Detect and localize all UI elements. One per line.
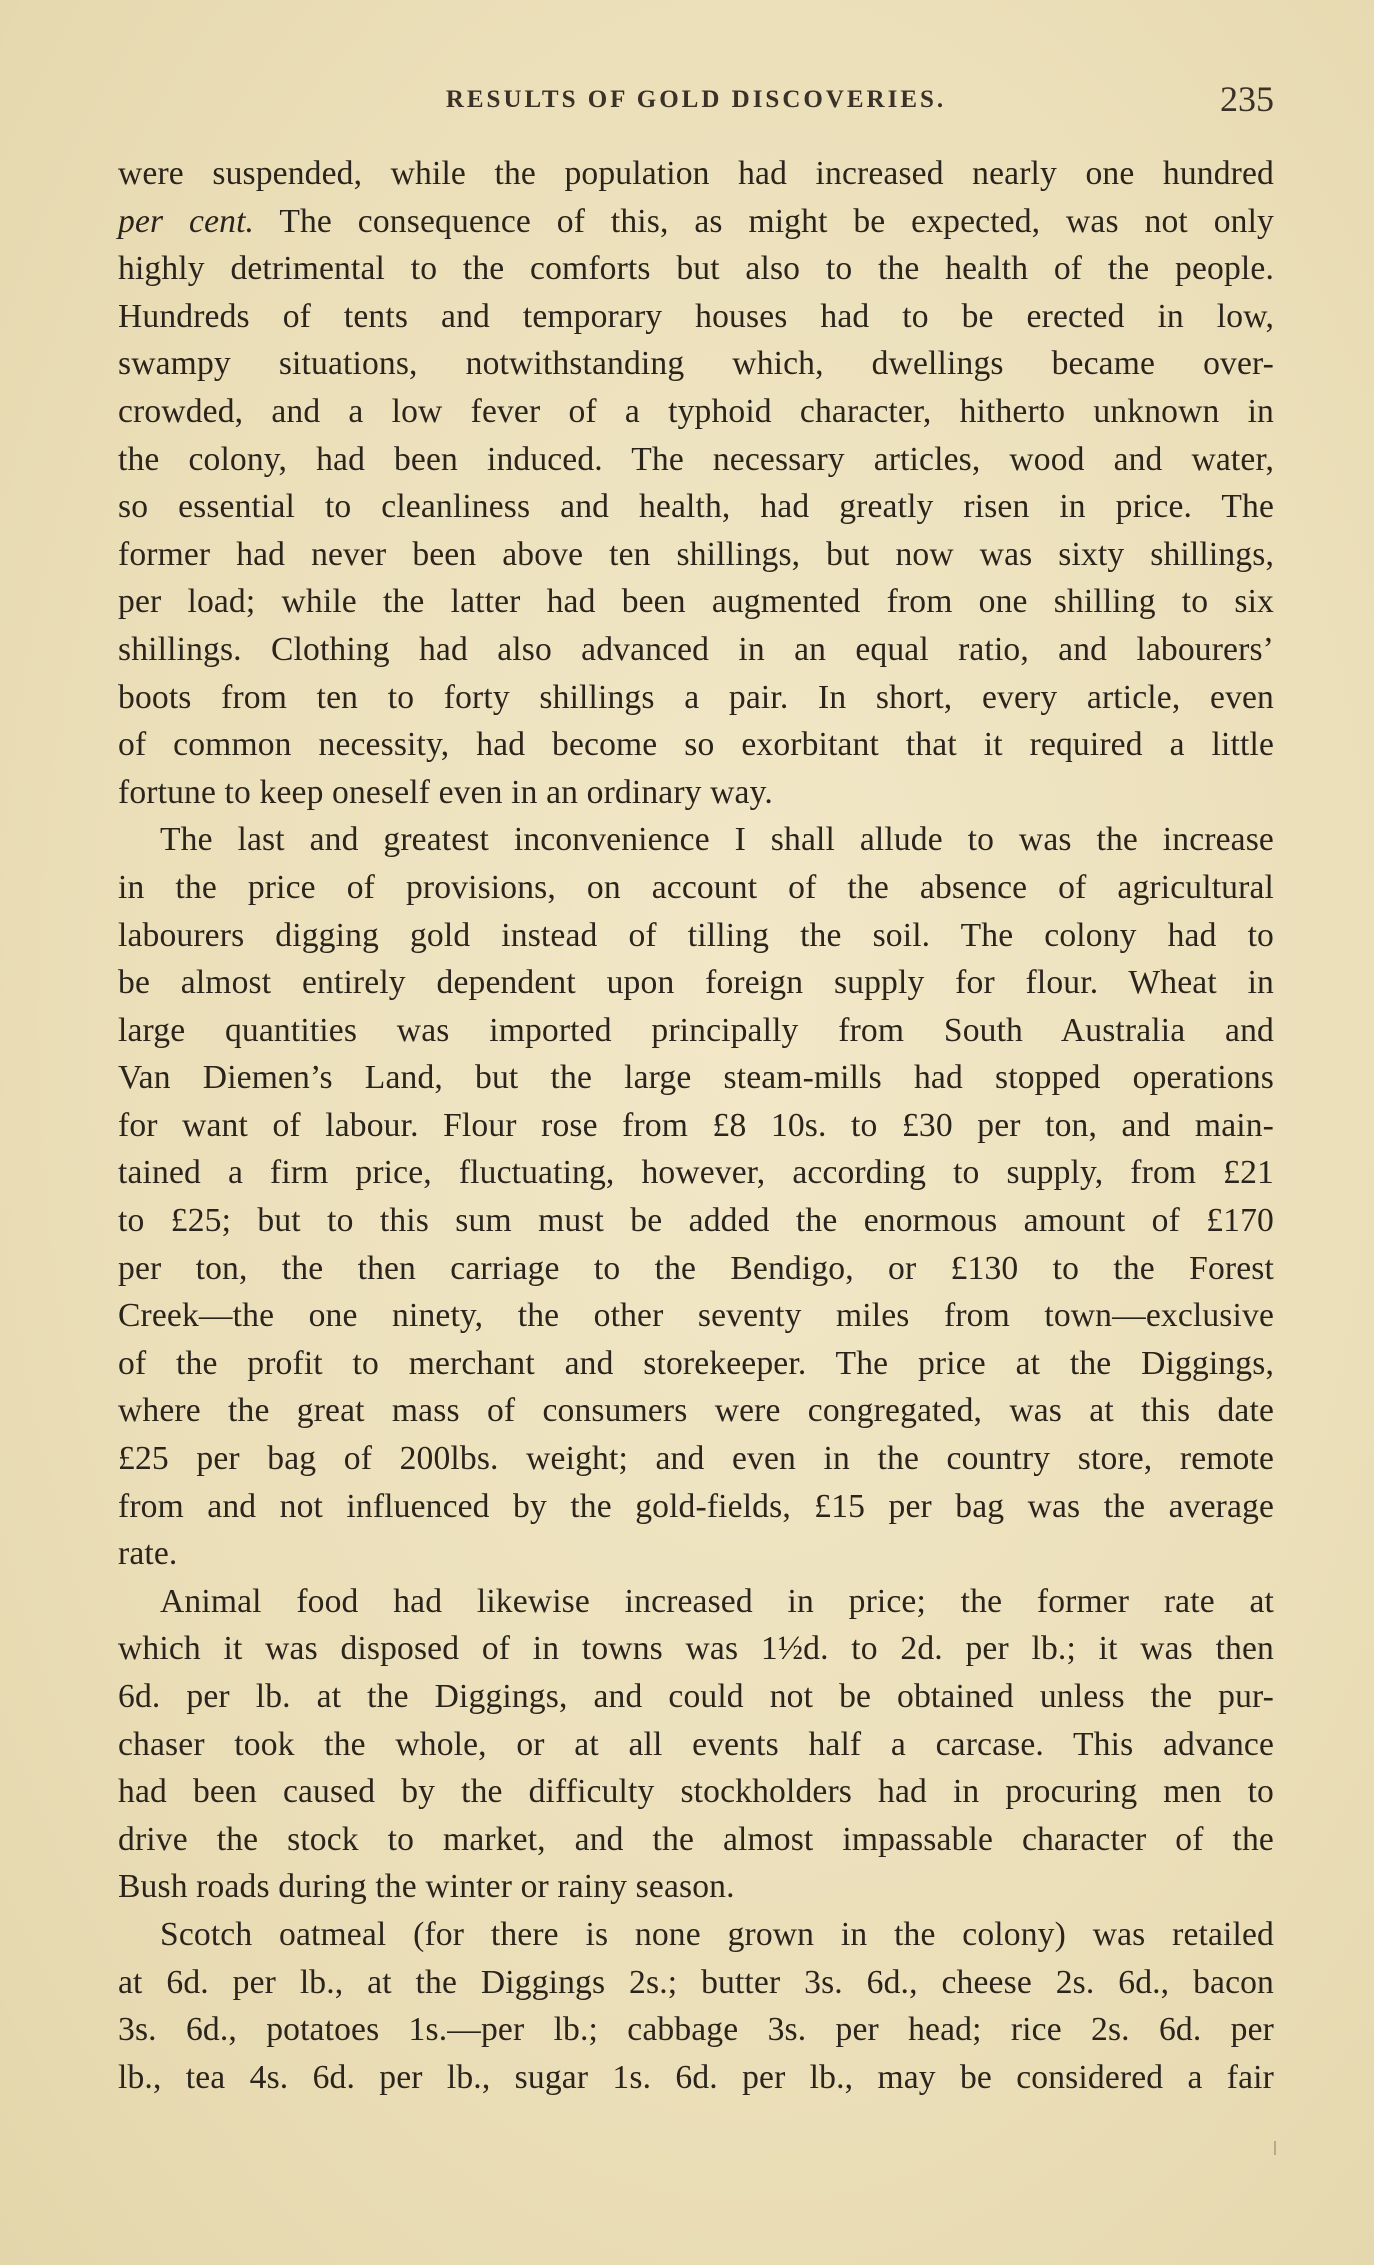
line-text: former had never been above ten shillings, but now was sixty shillings, — [118, 535, 1274, 573]
line-text: labourers digging gold instead of tilling the soil. The colony had to — [118, 916, 1274, 954]
line-text: per load; while the latter had been augmented from one shilling to six — [118, 583, 1274, 621]
line-text: Hundreds of tents and temporary houses had to be erected in low, — [118, 297, 1274, 335]
line-text: boots from ten to forty shillings a pair. In short, every article, even — [118, 678, 1274, 716]
line-text: £25 per bag of 200lbs. weight; and even in the country store, remote — [118, 1440, 1274, 1478]
line-text: to £25; but to this sum must be added the enormous amount of £170 — [118, 1202, 1274, 1240]
line-text: per ton, the then carriage to the Bendigo, or £130 to the Forest — [118, 1249, 1274, 1287]
text-line — [118, 293, 1274, 341]
line-text: drive the stock to market, and the almost impassable character of the — [118, 1820, 1274, 1858]
paper-mark — [1274, 2141, 1276, 2155]
line-text: of common necessity, had become so exorbitant that it required a little — [118, 726, 1274, 764]
line-text: for want of labour. Flour rose from £8 10s. to £30 per ton, and main- — [118, 1106, 1274, 1144]
line-text: at 6d. per lb., at the Diggings 2s.; butter 3s. 6d., cheese 2s. 6d., bacon — [118, 1963, 1274, 2001]
text-line — [118, 1149, 1274, 1197]
text-line — [118, 388, 1274, 436]
line-text: so essential to cleanliness and health, had greatly risen in price. The — [118, 488, 1274, 526]
text-line — [118, 245, 1274, 293]
line-text: lb., tea 4s. 6d. per lb., sugar 1s. 6d. per lb., may be considered a fair — [118, 2058, 1274, 2096]
italic-phrase: per cent. — [118, 202, 255, 240]
running-head: RESULTS OF GOLD DISCOVERIES. — [445, 86, 947, 113]
text-line — [118, 1816, 1274, 1864]
line-text: highly detrimental to the comforts but also to the health of the people. — [118, 250, 1274, 288]
body-text — [118, 150, 1274, 2110]
text-line — [118, 2054, 1274, 2102]
line-text: shillings. Clothing had also advanced in an equal ratio, and labourers’ — [118, 630, 1274, 668]
line-text: Van Diemen’s Land, but the large steam-mills had stopped operations — [118, 1059, 1274, 1097]
line-text: The last and greatest inconvenience I shall allude to was the increase — [160, 821, 1274, 859]
line-text: swampy situations, notwithstanding which, dwellings became over- — [118, 345, 1274, 383]
line-text: large quantities was imported principally from South Australia and — [118, 1011, 1274, 1049]
line-text: The consequence of this, as might be expected, was not only — [279, 202, 1274, 240]
text-line — [118, 1102, 1274, 1150]
text-line — [118, 721, 1274, 769]
line-text: be almost entirely dependent upon foreign supply for flour. Wheat in — [118, 964, 1274, 1002]
text-line — [118, 864, 1274, 912]
line-text: rate. — [118, 1535, 178, 1573]
text-line — [118, 483, 1274, 531]
line-text: Scotch oatmeal (for there is none grown in the colony) was retailed — [160, 1915, 1274, 1953]
text-line — [118, 340, 1274, 388]
line-text: fortune to keep oneself even in an ordinary way. — [118, 773, 773, 811]
text-line — [118, 1530, 1274, 1578]
text-line — [118, 959, 1274, 1007]
text-line — [118, 1673, 1274, 1721]
text-line — [118, 1054, 1274, 1102]
line-text: in the price of provisions, on account of the absence of agricultural — [118, 868, 1274, 906]
text-line — [118, 1625, 1274, 1673]
text-line — [118, 1483, 1274, 1531]
text-line — [118, 1340, 1274, 1388]
text-line — [118, 1959, 1274, 2007]
text-line — [118, 1435, 1274, 1483]
text-line — [118, 769, 1274, 817]
text-line — [118, 1387, 1274, 1435]
page-header — [118, 78, 1274, 128]
text-line — [118, 198, 1274, 246]
page-number: 235 — [1220, 79, 1274, 119]
line-text: Bush roads during the winter or rainy season. — [118, 1868, 735, 1906]
line-text: Animal food had likewise increased in price; the former rate at — [160, 1582, 1274, 1620]
text-line — [118, 578, 1274, 626]
line-text: crowded, and a low fever of a typhoid character, hitherto unknown in — [118, 392, 1274, 430]
text-line — [118, 912, 1274, 960]
text-line — [118, 1007, 1274, 1055]
text-line — [118, 1721, 1274, 1769]
line-text: 6d. per lb. at the Diggings, and could not be obtained unless the pur- — [118, 1678, 1274, 1715]
line-text: Creek—the one ninety, the other seventy miles from town—exclusive — [118, 1297, 1274, 1335]
text-line — [118, 1292, 1274, 1340]
text-line — [118, 674, 1274, 722]
text-line — [118, 436, 1274, 484]
text-line — [118, 1578, 1274, 1626]
text-line — [118, 816, 1274, 864]
line-text: from and not influenced by the gold-fields, £15 per bag was the average — [118, 1487, 1274, 1525]
line-text: of the profit to merchant and storekeeper. The price at the Diggings, — [118, 1344, 1274, 1382]
text-line — [118, 150, 1274, 198]
line-text: chaser took the whole, or at all events half a carcase. This advance — [118, 1725, 1274, 1763]
text-line — [118, 2006, 1274, 2054]
text-line — [118, 1768, 1274, 1816]
line-text: the colony, had been induced. The necessary articles, wood and water, — [118, 440, 1274, 478]
line-text: which it was disposed of in towns was 1½d. to 2d. per lb.; it was then — [118, 1630, 1274, 1668]
line-text: where the great mass of consumers were congregated, was at this date — [118, 1392, 1274, 1430]
line-text: tained a firm price, fluctuating, however, according to supply, from £21 — [118, 1154, 1274, 1192]
text-line — [118, 1863, 1274, 1911]
text-line — [118, 626, 1274, 674]
text-line — [118, 1245, 1274, 1293]
line-text: had been caused by the difficulty stockholders had in procuring men to — [118, 1773, 1274, 1811]
text-line — [118, 1911, 1274, 1959]
line-text: 3s. 6d., potatoes 1s.—per lb.; cabbage 3s. per head; rice 2s. 6d. per — [118, 2011, 1274, 2049]
text-line — [118, 1197, 1274, 1245]
text-line — [118, 531, 1274, 579]
line-text: were suspended, while the population had increased nearly one hundred — [118, 155, 1274, 192]
